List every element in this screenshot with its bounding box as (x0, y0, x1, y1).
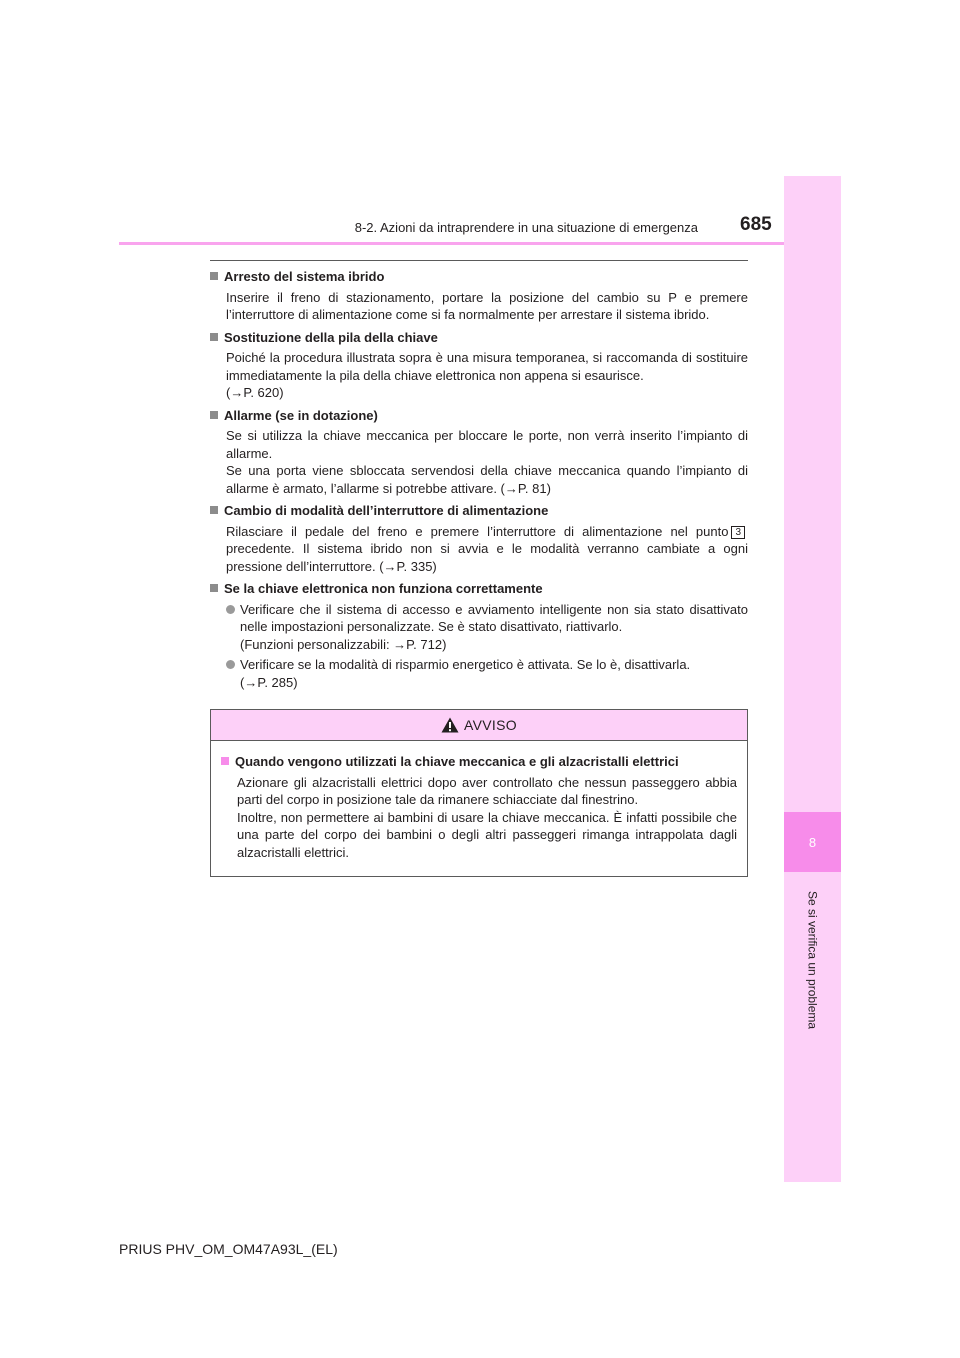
header-rule (119, 242, 786, 245)
square-bullet-icon (210, 272, 218, 280)
paragraph-text: Rilasciare il pedale del freno e premere l’interruttore di alimentazione nel punto (226, 523, 729, 539)
section-arresto (210, 268, 748, 324)
square-bullet-icon (210, 333, 218, 341)
warning-triangle-icon (441, 717, 459, 733)
paragraph: Verificare se la modalità di risparmio energetico è attivata. Se lo è, disattivarla. (240, 657, 691, 672)
paragraph (226, 523, 748, 576)
paragraph: Verificare che il sistema di accesso e avviamento intelligente non sia stato disattivato nelle impostazioni personalizzate. Se è stato disattivato, riattivarlo. (240, 601, 748, 634)
list-item-text (240, 656, 690, 691)
square-bullet-icon (210, 584, 218, 592)
section-cambio-modalita (210, 502, 748, 575)
section-heading-text: Sostituzione della pila della chiave (224, 329, 438, 345)
step-number-badge: 3 (731, 526, 745, 539)
page-reference-link[interactable]: (Funzioni personalizzabili: →P. 712) (240, 636, 447, 652)
section-body (210, 427, 748, 497)
list-item (210, 601, 748, 654)
notice-heading-text: Quando vengono utilizzati la chiave meccanica e gli alzacristalli elettrici (235, 754, 679, 769)
paragraph: Se si utilizza la chiave meccanica per bloccare le porte, non verrà inserito l’impianto di allarme. (226, 428, 748, 461)
section-heading-text: Cambio di modalità dell’interruttore di alimentazione (224, 503, 549, 518)
paragraph: Inserire il freno di stazionamento, portare la posizione del cambio su P e premere l’interruttore di alimentazione come si fa normalmente per arrestare il sistema ibrido. (226, 289, 748, 322)
notice-title: AVVISO (464, 717, 517, 733)
main-content (210, 268, 748, 696)
document-code: PRIUS PHV_OM_OM47A93L_(EL) (119, 1241, 338, 1257)
paragraph: Azionare gli alzacristalli elettrici dopo aver controllato che nessun passeggero abbia parti del corpo in posizione tale da rimanere schiacciate dal finestrino. (237, 774, 737, 807)
section-allarme (210, 407, 748, 498)
chapter-title: Se si verifica un problema (805, 890, 820, 1030)
section-heading-text: Allarme (se in dotazione) (224, 407, 378, 423)
page-number: 685 (740, 214, 772, 235)
square-bullet-icon (210, 411, 218, 419)
section-heading (210, 329, 748, 347)
notice-text (221, 774, 737, 862)
square-bullet-icon (210, 506, 218, 514)
section-heading (210, 502, 748, 520)
chapter-number-tab[interactable] (784, 812, 841, 872)
section-heading-text: Se la chiave elettronica non funziona correttamente (224, 581, 543, 596)
section-heading (210, 268, 748, 286)
page-reference-link[interactable]: (→P. 285) (240, 674, 298, 690)
circle-bullet-icon (226, 605, 235, 614)
section-title: 8-2. Azioni da intraprendere in una situazione di emergenza (354, 220, 698, 235)
section-chiave-non-funziona (210, 580, 748, 691)
chapter-title-tab (784, 880, 841, 1040)
paragraph: Poiché la procedura illustrata sopra è una misura temporanea, si raccomanda di sostituire immediatamente la pila della chiave elettronica non appena si esaurisce. (226, 350, 748, 383)
content-top-rule (210, 260, 748, 261)
list-item (210, 656, 748, 691)
section-heading (210, 407, 748, 425)
notice-header (211, 710, 747, 741)
page-reference-link[interactable]: (→P. 620) (226, 385, 284, 400)
square-bullet-icon (221, 757, 229, 765)
paragraph: Inoltre, non permettere ai bambini di usare la chiave meccanica. È infatti possibile che una parte del corpo dei bambini o degli altri passeggeri rimanga intrappolata dagli alzacristalli elettrici. (237, 809, 737, 860)
section-body (210, 349, 748, 402)
notice-body (211, 741, 747, 861)
notice-heading (221, 753, 737, 771)
circle-bullet-icon (226, 660, 235, 669)
chapter-number: 8 (808, 834, 817, 850)
section-body (210, 523, 748, 576)
list-item-text (240, 601, 748, 654)
section-heading (210, 580, 748, 598)
paragraph: Se una porta viene sbloccata servendosi della chiave meccanica quando l’impianto di allarme è armato, l’allarme si potrebbe attivare. (→P. 81) (226, 463, 748, 496)
paragraph-text: precedente. Il sistema ibrido non si avvia e le modalità verranno cambiate a ogni pressione dell’interruttore. (→P. 335) (226, 541, 748, 574)
section-heading-text: Arresto del sistema ibrido (224, 269, 385, 284)
section-sostituzione-pila (210, 329, 748, 402)
section-body (210, 289, 748, 324)
warning-notice-box (210, 709, 748, 877)
